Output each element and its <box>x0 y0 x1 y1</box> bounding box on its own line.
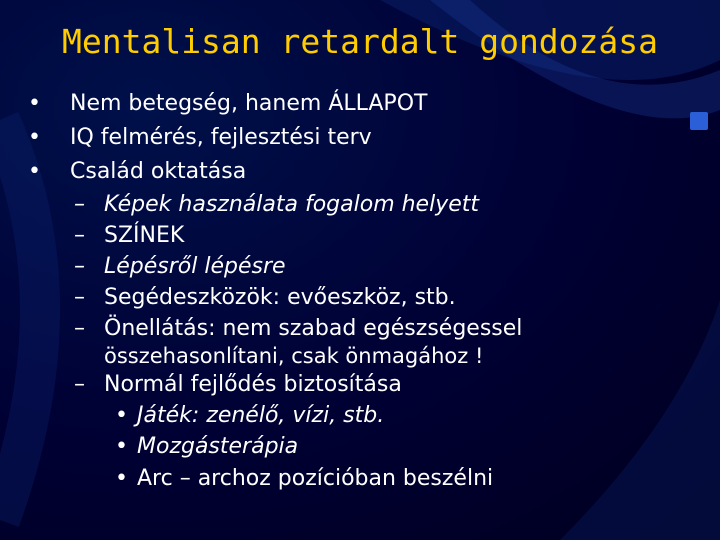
sub-bullet-item: Képek használata fogalom helyett <box>104 192 480 217</box>
sub-bullet-marker: – <box>74 316 85 341</box>
sub-sub-bullet-item: Mozgásterápia <box>137 434 299 459</box>
bullet-marker: • <box>28 125 41 150</box>
sub-bullet-item: Segédeszközök: evőeszköz, stb. <box>104 285 456 310</box>
bullet-marker: • <box>28 91 41 116</box>
sub-sub-bullet-marker: • <box>115 466 128 491</box>
sub-bullet-marker: – <box>74 223 85 248</box>
sub-bullet-item: Lépésről lépésre <box>104 254 286 279</box>
sub-bullet-item: SZÍNEK <box>104 223 185 248</box>
sub-sub-bullet-item: Játék: zenélő, vízi, stb. <box>137 403 385 428</box>
bullet-item: Nem betegség, hanem ÁLLAPOT <box>70 91 428 116</box>
bullet-marker: • <box>28 159 41 184</box>
sub-bullet-marker: – <box>74 254 85 279</box>
sub-bullet-marker: – <box>74 192 85 217</box>
sub-bullet-item-continuation: összehasonlítani, csak önmagához ! <box>104 344 484 368</box>
sub-sub-bullet-marker: • <box>115 434 128 459</box>
sub-sub-bullet-marker: • <box>115 403 128 428</box>
bullet-item: IQ felmérés, fejlesztési terv <box>70 125 372 150</box>
slide-title: Mentalisan retardalt gondozása <box>61 22 659 61</box>
bullet-item: Család oktatása <box>70 159 247 184</box>
accent-square-decoration <box>690 112 708 130</box>
sub-bullet-marker: – <box>74 372 85 397</box>
sub-sub-bullet-item: Arc – archoz pozícióban beszélni <box>137 466 494 491</box>
sub-bullet-marker: – <box>74 285 85 310</box>
sub-bullet-item: Normál fejlődés biztosítása <box>104 372 402 397</box>
sub-bullet-item: Önellátás: nem szabad egészségessel <box>104 316 523 341</box>
